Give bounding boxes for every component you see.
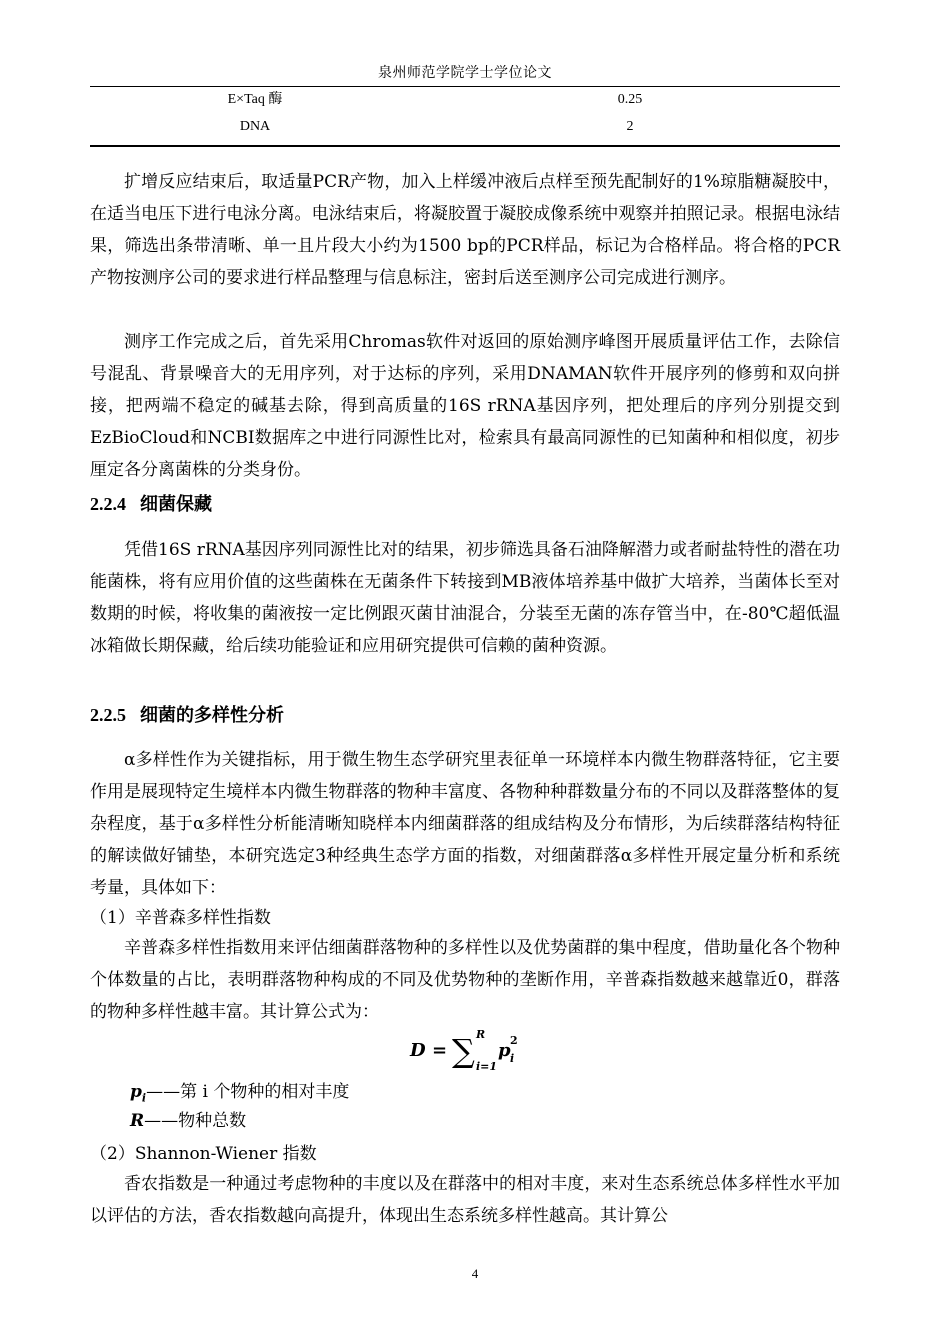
simpson-formula (400, 1028, 560, 1076)
page-number: 4 (471, 1266, 479, 1281)
section-number: 2.2.5 (90, 705, 126, 725)
section-heading-2-2-4 (90, 490, 840, 519)
section-title: 细菌的多样性分析 (140, 705, 284, 726)
sum-upper-limit: R (476, 1028, 486, 1041)
table-cell-value: 2 (626, 119, 634, 134)
definition-text: ——物种总数 (144, 1111, 247, 1131)
sum-symbol: ∑ (452, 1032, 475, 1070)
table-cell-value: 0.25 (617, 92, 643, 107)
paragraph-alpha-diversity: α多样性作为关键指标，用于微生物生态学研究里表征单一环境样本内微生物群落特征，它主要作用是展现特定生境样本内微生物群落的物种丰富度、各物种种群数量分布的不同以及群落整体的复杂程度，基于α多样性分析能清晰知晓样本内细菌群落的组成结构及分布情形，为后续群落结构特征的解读做好铺垫，本研究选定3种经典生态学方面的指数，对细菌群落α多样性开展定量分析和系统考量，具体如下： (90, 750, 840, 898)
paragraph-shannon: 香农指数是一种通过考虑物种的丰度以及在群落中的相对丰度，来对生态系统总体多样性水平加以评估的方法，香农指数越向高提升，体现出生态系统多样性越高。其计算公 (90, 1174, 840, 1226)
list-item-simpson: （1）辛普森多样性指数 (90, 908, 271, 928)
section-heading-2-2-5 (90, 701, 840, 730)
paragraph-simpson: 辛普森多样性指数用来评估细菌群落物种的多样性以及优势菌群的集中程度，借助量化各个物种个体数量的占比，表明群落物种构成的不同及优势物种的垄断作用，辛普森指数越来越靠近0，群落的物种多样性越丰富。其计算公式为： (90, 938, 840, 1022)
table-bottom-rule (90, 145, 840, 147)
header-rule (90, 86, 840, 87)
section-number: 2.2.4 (90, 494, 126, 514)
definition-symbol: $p_i$ (130, 1082, 147, 1105)
header-title: 泉州师范学院学士学位论文 (378, 65, 552, 81)
table-row (90, 89, 840, 111)
sum-lower-limit: i=1 (476, 1060, 498, 1073)
table-cell-name: E×Taq 酶 (227, 92, 283, 107)
section-title: 细菌保藏 (140, 494, 212, 515)
list-item-shannon: （2）Shannon-Wiener 指数 (90, 1144, 317, 1164)
paragraph-preservation: 凭借16S rRNA基因序列同源性比对的结果，初步筛选具备石油降解潜力或者耐盐特性的潜在功能菌株，将有应用价值的这些菌株在无菌条件下转接到MB液体培养基中做扩大培养，当菌体长至对数期的时候，将收集的菌液按一定比例跟灭菌甘油混合，分装至无菌的冻存管当中，在-80℃超低温冰箱做长期保藏，给后续功能验证和应用研究提供可信赖的菌种资源。 (90, 540, 840, 656)
table-cell-name: DNA (239, 119, 271, 134)
definition-r (130, 1107, 246, 1135)
definition-symbol: R (130, 1111, 145, 1131)
formula-lhs: D (410, 1040, 426, 1061)
formula-equals: = (432, 1040, 448, 1061)
formula-exponent: 2 (510, 1034, 518, 1047)
table-row (90, 116, 840, 138)
definition-text: ——第 i 个物种的相对丰度 (146, 1082, 350, 1102)
paragraph-sequencing: 测序工作完成之后，首先采用Chromas软件对返回的原始测序峰图开展质量评估工作，去除信号混乱、背景噪音大的无用序列，对于达标的序列，采用DNAMAN软件开展序列的修剪和双向拼接，把两端不稳定的碱基去除，得到高质量的16S rRNA基因序列，把处理后的序列分别提交到EzBioCloud和NCBI数据库之中进行同源性比对，检索具有最高同源性的已知菌种和相似度，初步厘定各分离菌株的分类身份。 (90, 332, 840, 480)
formula-term: p (498, 1040, 511, 1061)
paragraph-electrophoresis: 扩增反应结束后，取适量PCR产物，加入上样缓冲液后点样至预先配制好的1%琼脂糖凝胶中，在适当电压下进行电泳分离。电泳结束后，将凝胶置于凝胶成像系统中观察并拍照记录。根据电泳结果，筛选出条带清晰、单一且片段大小约为1500 bp的PCR样品，标记为合格样品。将合格的PCR产物按测序公司的要求进行样品整理与信息标注，密封后送至测序公司完成进行测序。 (90, 172, 840, 288)
formula-subscript: i (510, 1052, 515, 1065)
